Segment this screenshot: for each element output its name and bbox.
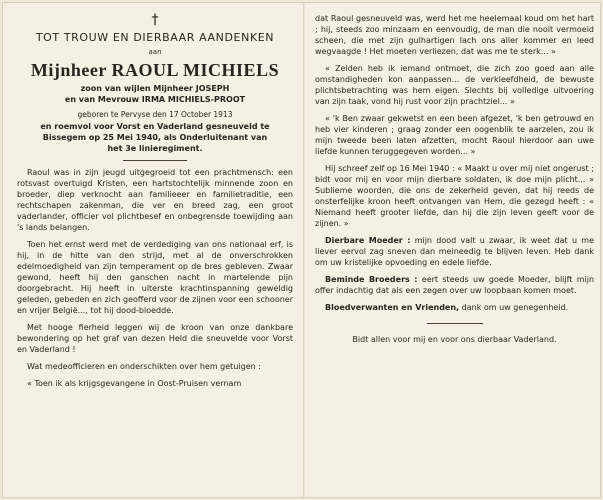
death-block: [17, 121, 293, 154]
name-main: RAOUL MICHIELS: [111, 60, 280, 80]
body-paragraph: Toen het ernst werd met de verdediging van ons nationaal erf, is hij, in de hitte van den strijd, met al de onverschrokken edelmoedigheid van zijn temperament op de bres gebleven. Zwaar gewond, heeft hij den ganschen nacht in martelende pijn doorgebracht. Hij heeft in ulterste krachtinspanning geweldig geleden, gebeden en zich geofferd voor de zijnen voor een schooner en vrijer België..., tot hij dood-bloedde.: [17, 240, 293, 315]
birth-line: geboren te Pervyse den 17 October 1913: [77, 110, 233, 119]
closing-prayer: Bidt allen voor mij en voor ons dierbaar Vaderland.: [352, 335, 557, 344]
memorial-heading: TOT TROUW EN DIERBAAR AANDENKEN: [35, 31, 275, 44]
cross-icon: †: [151, 12, 159, 28]
divider: [123, 160, 187, 161]
body-paragraph: « Zelden heb ik iemand ontmoet, die zich zoo goed aan alle omstandigheden kon aanpassen... de verkleefdheid, de bewuste plichtsbetrachting was hem eigen. Slechts bij volledige uitvoering van zijn taak, vond hij rust voor zijn prachtziel... »: [315, 64, 594, 106]
left-panel: [3, 3, 303, 395]
aan-line: aan: [148, 48, 162, 56]
death-line: het 3e linieregiment.: [107, 144, 203, 153]
address-mother-label: Dierbare Moeder :: [325, 236, 411, 245]
parents-block: [17, 83, 293, 105]
address-relatives-label: Bloedverwanten en Vrienden,: [325, 303, 460, 312]
memorial-card: [2, 2, 601, 498]
body-paragraph: « 'k Ben zwaar gekwetst en een been afgezet, 'k ben getrouwd en heb vier kinderen ; graag zonder een oogenblik te aarzelen, zou ik mijn tweede been laten afzetten, mocht Raoul hierdoor aan uwe liefde kunnen teruggegeven worden... »: [315, 114, 594, 156]
card-fold: [303, 3, 305, 497]
father-line: zoon van wijlen Mijnheer JOSEPH: [80, 84, 230, 93]
body-paragraph: Hij schreef zelf op 16 Mei 1940 : « Maakt u over mij niet ongerust ; bidt voor mij en voor mijn dierbare soldaten, ik doe mijn plicht... » Sublieme woorden, die ons de zekerheid geven, dat hij reeds de onsterfelijke kroon heeft ontvangen van Hem, die gezegd heeft : « Niemand heeft grooter liefde, dan hij die zijn leven geeft voor de zijnen. »: [315, 164, 594, 228]
address-brothers-label: Beminde Broeders :: [325, 275, 418, 284]
body-paragraph: « Toen ik als krijgsgevangene in Oost-Pruisen vernam: [27, 379, 242, 388]
address-mother-text: mijn dood valt u zwaar, ik weet dat u me liever eervol zag sneven dan meineedig te blijven leven. Heb dank om uw kristelijke opvoeding en edele liefde.: [315, 236, 594, 267]
address-brothers-text: eert steeds uw goede Moeder, blijft mijn offer indachtig dat als een zegen over uw loopbaan komen moet.: [315, 275, 595, 295]
name-prefix: Mijnheer: [30, 60, 112, 80]
deceased-name: [17, 60, 293, 81]
address-brothers: [315, 274, 594, 296]
death-line: en roemvol voor Vorst en Vaderland gesneuveld te: [40, 122, 270, 131]
divider: [427, 323, 483, 324]
address-mother: [315, 235, 594, 268]
mother-line: en van Mevrouw IRMA MICHIELS-PROOT: [64, 95, 246, 104]
body-paragraph: Raoul was in zijn jeugd uitgegroeid tot een prachtmensch: een rotsvast overtuigd Kristen, een hartstochtelijk minnende zoon en broeder, diep verknocht aan familieeer en familietraditie, een rechtschapen zakenman, die ver en breed zag, een groot vaderlander, officier vol plichtbesef en onbegrensde toewijding aan 's lands belangen.: [17, 168, 293, 232]
death-line: Bissegem op 25 Mei 1940, als Onderluitenant van: [42, 133, 268, 142]
address-relatives-text: dank om uw genegenheid.: [459, 303, 569, 312]
body-paragraph: dat Raoul gesneuveld was, werd het me heelemaal koud om het hart ; hij, steeds zoo minzaam en eenvoudig, de man die nooit vermoeid scheen, die met zijn gulhartigen lach ons aller kommer en leed wegvaagde ! Het moeten verliezen, dat was me te sterk... »: [315, 14, 594, 56]
right-panel: [307, 3, 602, 351]
body-paragraph: Wat medeofficieren en onderschikten over hem getuigen :: [27, 362, 261, 371]
body-paragraph: Met hooge fierheid leggen wij de kroon van onze dankbare bewondering op het graf van dezen Held die sneuvelde voor Vorst en Vaderland !: [17, 323, 293, 354]
address-relatives: [315, 302, 594, 313]
